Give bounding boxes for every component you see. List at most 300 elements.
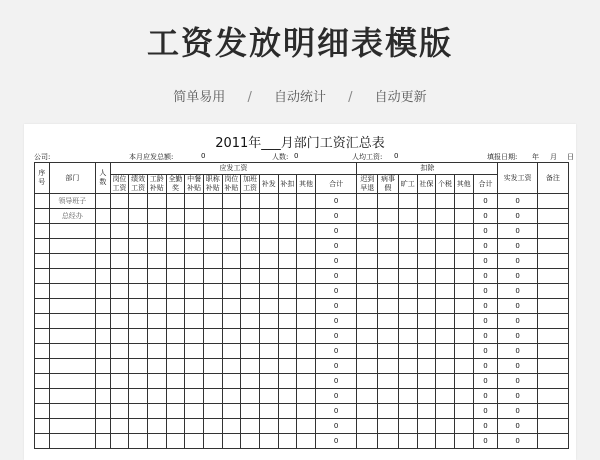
cell-payable[interactable]: [110, 359, 129, 374]
cell-payable[interactable]: [110, 329, 129, 344]
cell-deduct[interactable]: [398, 299, 417, 314]
cell-payable[interactable]: [203, 389, 222, 404]
cell-people[interactable]: [96, 209, 111, 224]
cell-payable[interactable]: [147, 419, 166, 434]
cell-payable[interactable]: [110, 254, 129, 269]
cell-payable[interactable]: [297, 389, 316, 404]
cell-payable[interactable]: [110, 224, 129, 239]
cell-deduct[interactable]: [357, 254, 378, 269]
cell-payable-total[interactable]: 0: [315, 344, 357, 359]
cell-remark[interactable]: [537, 404, 568, 419]
cell-payable[interactable]: [110, 239, 129, 254]
cell-deduct[interactable]: [436, 254, 455, 269]
cell-deduct[interactable]: [378, 389, 399, 404]
cell-deduct[interactable]: [398, 374, 417, 389]
cell-deduct[interactable]: [378, 434, 399, 449]
cell-deduct[interactable]: [378, 224, 399, 239]
cell-payable[interactable]: [147, 329, 166, 344]
cell-deduct-total[interactable]: 0: [473, 389, 498, 404]
cell-deduct[interactable]: [398, 314, 417, 329]
cell-dept[interactable]: [49, 254, 96, 269]
cell-payable-total[interactable]: 0: [315, 374, 357, 389]
cell-payable[interactable]: [110, 299, 129, 314]
cell-payable[interactable]: [185, 299, 204, 314]
cell-deduct[interactable]: [436, 314, 455, 329]
cell-payable[interactable]: [241, 224, 260, 239]
cell-payable[interactable]: [129, 329, 148, 344]
cell-payable[interactable]: [297, 419, 316, 434]
cell-seq[interactable]: [35, 254, 50, 269]
cell-payable[interactable]: [185, 389, 204, 404]
cell-deduct[interactable]: [436, 299, 455, 314]
cell-seq[interactable]: [35, 374, 50, 389]
cell-net[interactable]: 0: [498, 254, 537, 269]
cell-deduct[interactable]: [454, 194, 473, 209]
cell-payable[interactable]: [147, 284, 166, 299]
cell-seq[interactable]: [35, 284, 50, 299]
cell-deduct[interactable]: [398, 254, 417, 269]
cell-dept[interactable]: [49, 434, 96, 449]
cell-deduct[interactable]: [436, 389, 455, 404]
cell-payable[interactable]: [129, 209, 148, 224]
cell-deduct[interactable]: [357, 194, 378, 209]
cell-payable[interactable]: [166, 329, 185, 344]
cell-payable[interactable]: [297, 374, 316, 389]
cell-people[interactable]: [96, 314, 111, 329]
cell-payable[interactable]: [147, 404, 166, 419]
cell-deduct[interactable]: [357, 239, 378, 254]
cell-payable[interactable]: [241, 254, 260, 269]
cell-net[interactable]: 0: [498, 344, 537, 359]
cell-payable[interactable]: [110, 434, 129, 449]
cell-payable[interactable]: [147, 434, 166, 449]
cell-dept[interactable]: [49, 359, 96, 374]
cell-payable[interactable]: [297, 224, 316, 239]
cell-dept[interactable]: [49, 224, 96, 239]
cell-deduct[interactable]: [378, 254, 399, 269]
cell-remark[interactable]: [537, 284, 568, 299]
cell-payable-total[interactable]: 0: [315, 194, 357, 209]
cell-deduct[interactable]: [436, 284, 455, 299]
cell-deduct-total[interactable]: 0: [473, 299, 498, 314]
cell-deduct[interactable]: [417, 374, 436, 389]
cell-payable[interactable]: [166, 284, 185, 299]
cell-net[interactable]: 0: [498, 419, 537, 434]
cell-payable[interactable]: [203, 209, 222, 224]
cell-payable[interactable]: [129, 254, 148, 269]
cell-payable-total[interactable]: 0: [315, 299, 357, 314]
cell-payable[interactable]: [259, 284, 278, 299]
cell-people[interactable]: [96, 389, 111, 404]
cell-people[interactable]: [96, 374, 111, 389]
cell-payable[interactable]: [222, 254, 241, 269]
cell-deduct[interactable]: [398, 434, 417, 449]
cell-payable[interactable]: [129, 389, 148, 404]
cell-payable[interactable]: [259, 194, 278, 209]
cell-payable[interactable]: [259, 389, 278, 404]
cell-payable[interactable]: [185, 404, 204, 419]
cell-payable[interactable]: [222, 329, 241, 344]
cell-remark[interactable]: [537, 299, 568, 314]
cell-deduct-total[interactable]: 0: [473, 419, 498, 434]
cell-deduct-total[interactable]: 0: [473, 314, 498, 329]
cell-payable-total[interactable]: 0: [315, 239, 357, 254]
cell-payable[interactable]: [259, 434, 278, 449]
cell-deduct[interactable]: [436, 419, 455, 434]
cell-deduct[interactable]: [357, 389, 378, 404]
cell-dept[interactable]: [49, 344, 96, 359]
cell-dept[interactable]: [49, 329, 96, 344]
cell-payable-total[interactable]: 0: [315, 224, 357, 239]
cell-payable-total[interactable]: 0: [315, 389, 357, 404]
cell-payable[interactable]: [222, 299, 241, 314]
cell-payable[interactable]: [147, 359, 166, 374]
cell-remark[interactable]: [537, 269, 568, 284]
cell-payable[interactable]: [203, 254, 222, 269]
cell-people[interactable]: [96, 299, 111, 314]
cell-payable[interactable]: [185, 314, 204, 329]
cell-payable[interactable]: [166, 314, 185, 329]
cell-deduct[interactable]: [357, 269, 378, 284]
cell-deduct[interactable]: [417, 404, 436, 419]
cell-remark[interactable]: [537, 419, 568, 434]
cell-payable[interactable]: [222, 374, 241, 389]
cell-deduct[interactable]: [454, 419, 473, 434]
cell-payable[interactable]: [110, 314, 129, 329]
cell-payable[interactable]: [297, 254, 316, 269]
cell-payable[interactable]: [166, 299, 185, 314]
cell-deduct[interactable]: [454, 209, 473, 224]
cell-deduct[interactable]: [378, 239, 399, 254]
cell-deduct[interactable]: [454, 284, 473, 299]
cell-payable[interactable]: [241, 284, 260, 299]
cell-net[interactable]: 0: [498, 434, 537, 449]
cell-deduct[interactable]: [454, 404, 473, 419]
cell-people[interactable]: [96, 329, 111, 344]
cell-payable[interactable]: [241, 269, 260, 284]
cell-payable[interactable]: [259, 239, 278, 254]
cell-payable[interactable]: [259, 209, 278, 224]
cell-deduct[interactable]: [436, 239, 455, 254]
cell-payable[interactable]: [297, 329, 316, 344]
cell-seq[interactable]: [35, 299, 50, 314]
cell-payable-total[interactable]: 0: [315, 209, 357, 224]
cell-dept[interactable]: [49, 419, 96, 434]
cell-payable[interactable]: [259, 224, 278, 239]
cell-payable[interactable]: [222, 284, 241, 299]
cell-payable[interactable]: [129, 344, 148, 359]
cell-deduct-total[interactable]: 0: [473, 194, 498, 209]
cell-net[interactable]: 0: [498, 389, 537, 404]
cell-deduct-total[interactable]: 0: [473, 209, 498, 224]
cell-deduct-total[interactable]: 0: [473, 239, 498, 254]
cell-payable[interactable]: [185, 344, 204, 359]
cell-payable[interactable]: [259, 404, 278, 419]
cell-payable[interactable]: [278, 359, 297, 374]
cell-people[interactable]: [96, 269, 111, 284]
cell-deduct[interactable]: [398, 194, 417, 209]
cell-payable-total[interactable]: 0: [315, 434, 357, 449]
cell-payable[interactable]: [110, 374, 129, 389]
cell-net[interactable]: 0: [498, 194, 537, 209]
cell-remark[interactable]: [537, 389, 568, 404]
cell-deduct[interactable]: [398, 419, 417, 434]
cell-payable-total[interactable]: 0: [315, 269, 357, 284]
cell-dept[interactable]: [49, 239, 96, 254]
cell-deduct[interactable]: [454, 224, 473, 239]
cell-payable[interactable]: [297, 239, 316, 254]
cell-payable[interactable]: [147, 344, 166, 359]
cell-payable[interactable]: [147, 224, 166, 239]
cell-payable[interactable]: [129, 419, 148, 434]
cell-payable[interactable]: [297, 434, 316, 449]
cell-deduct[interactable]: [378, 209, 399, 224]
cell-payable[interactable]: [203, 419, 222, 434]
cell-remark[interactable]: [537, 254, 568, 269]
cell-dept[interactable]: 领导班子: [49, 194, 96, 209]
cell-payable[interactable]: [241, 194, 260, 209]
cell-payable[interactable]: [185, 359, 204, 374]
cell-payable[interactable]: [278, 314, 297, 329]
cell-payable[interactable]: [222, 194, 241, 209]
cell-payable[interactable]: [222, 434, 241, 449]
cell-dept[interactable]: [49, 284, 96, 299]
cell-payable[interactable]: [241, 329, 260, 344]
cell-net[interactable]: 0: [498, 374, 537, 389]
cell-deduct-total[interactable]: 0: [473, 224, 498, 239]
cell-deduct[interactable]: [417, 299, 436, 314]
cell-deduct[interactable]: [417, 284, 436, 299]
cell-deduct[interactable]: [454, 344, 473, 359]
cell-deduct[interactable]: [436, 329, 455, 344]
cell-deduct-total[interactable]: 0: [473, 254, 498, 269]
cell-payable[interactable]: [147, 269, 166, 284]
cell-seq[interactable]: [35, 224, 50, 239]
cell-deduct[interactable]: [454, 359, 473, 374]
cell-payable[interactable]: [278, 239, 297, 254]
cell-net[interactable]: 0: [498, 239, 537, 254]
cell-deduct[interactable]: [417, 344, 436, 359]
cell-payable[interactable]: [203, 434, 222, 449]
cell-payable[interactable]: [241, 359, 260, 374]
cell-deduct[interactable]: [398, 404, 417, 419]
cell-deduct[interactable]: [436, 269, 455, 284]
cell-deduct[interactable]: [398, 209, 417, 224]
cell-payable[interactable]: [166, 194, 185, 209]
cell-remark[interactable]: [537, 374, 568, 389]
cell-payable[interactable]: [241, 209, 260, 224]
cell-deduct[interactable]: [378, 404, 399, 419]
cell-payable[interactable]: [241, 434, 260, 449]
cell-payable[interactable]: [166, 419, 185, 434]
cell-payable[interactable]: [166, 359, 185, 374]
cell-deduct[interactable]: [357, 359, 378, 374]
cell-payable[interactable]: [259, 344, 278, 359]
cell-payable[interactable]: [129, 299, 148, 314]
cell-payable[interactable]: [259, 314, 278, 329]
cell-people[interactable]: [96, 419, 111, 434]
cell-deduct[interactable]: [417, 269, 436, 284]
cell-deduct[interactable]: [454, 314, 473, 329]
cell-payable[interactable]: [185, 419, 204, 434]
cell-payable[interactable]: [259, 329, 278, 344]
cell-deduct[interactable]: [454, 389, 473, 404]
cell-deduct[interactable]: [398, 224, 417, 239]
cell-payable[interactable]: [129, 359, 148, 374]
cell-deduct[interactable]: [378, 284, 399, 299]
cell-deduct[interactable]: [357, 284, 378, 299]
cell-deduct-total[interactable]: 0: [473, 284, 498, 299]
cell-remark[interactable]: [537, 194, 568, 209]
cell-payable[interactable]: [129, 374, 148, 389]
cell-deduct[interactable]: [454, 434, 473, 449]
cell-payable-total[interactable]: 0: [315, 419, 357, 434]
cell-payable[interactable]: [241, 314, 260, 329]
cell-deduct[interactable]: [398, 329, 417, 344]
cell-net[interactable]: 0: [498, 284, 537, 299]
cell-net[interactable]: 0: [498, 209, 537, 224]
cell-payable[interactable]: [203, 314, 222, 329]
cell-payable[interactable]: [185, 284, 204, 299]
cell-payable[interactable]: [203, 329, 222, 344]
cell-deduct[interactable]: [417, 224, 436, 239]
cell-payable[interactable]: [222, 209, 241, 224]
cell-seq[interactable]: [35, 194, 50, 209]
cell-deduct[interactable]: [454, 254, 473, 269]
cell-people[interactable]: [96, 284, 111, 299]
cell-payable[interactable]: [259, 299, 278, 314]
cell-payable[interactable]: [241, 404, 260, 419]
cell-dept[interactable]: [49, 374, 96, 389]
cell-payable[interactable]: [241, 389, 260, 404]
cell-deduct[interactable]: [378, 329, 399, 344]
cell-deduct[interactable]: [357, 374, 378, 389]
cell-payable[interactable]: [147, 254, 166, 269]
cell-payable[interactable]: [222, 419, 241, 434]
cell-payable[interactable]: [222, 344, 241, 359]
cell-people[interactable]: [96, 239, 111, 254]
cell-payable[interactable]: [278, 194, 297, 209]
cell-people[interactable]: [96, 254, 111, 269]
cell-payable[interactable]: [222, 389, 241, 404]
cell-seq[interactable]: [35, 329, 50, 344]
cell-deduct[interactable]: [436, 434, 455, 449]
cell-payable[interactable]: [259, 419, 278, 434]
cell-deduct-total[interactable]: 0: [473, 269, 498, 284]
cell-deduct[interactable]: [357, 314, 378, 329]
cell-payable[interactable]: [259, 359, 278, 374]
cell-payable[interactable]: [147, 194, 166, 209]
cell-deduct[interactable]: [398, 359, 417, 374]
cell-payable[interactable]: [166, 254, 185, 269]
cell-payable-total[interactable]: 0: [315, 329, 357, 344]
cell-payable[interactable]: [166, 209, 185, 224]
cell-payable[interactable]: [166, 404, 185, 419]
cell-payable[interactable]: [185, 209, 204, 224]
cell-payable-total[interactable]: 0: [315, 284, 357, 299]
cell-seq[interactable]: [35, 434, 50, 449]
cell-deduct-total[interactable]: 0: [473, 434, 498, 449]
cell-deduct-total[interactable]: 0: [473, 374, 498, 389]
cell-payable[interactable]: [166, 224, 185, 239]
cell-payable[interactable]: [278, 419, 297, 434]
cell-payable[interactable]: [185, 329, 204, 344]
cell-deduct[interactable]: [398, 389, 417, 404]
cell-payable[interactable]: [185, 434, 204, 449]
cell-payable[interactable]: [110, 389, 129, 404]
cell-dept[interactable]: [49, 314, 96, 329]
cell-net[interactable]: 0: [498, 299, 537, 314]
cell-people[interactable]: [96, 434, 111, 449]
cell-payable[interactable]: [297, 314, 316, 329]
cell-payable[interactable]: [147, 314, 166, 329]
cell-dept[interactable]: 总经办: [49, 209, 96, 224]
cell-deduct[interactable]: [454, 374, 473, 389]
cell-payable[interactable]: [297, 209, 316, 224]
cell-deduct[interactable]: [378, 299, 399, 314]
cell-payable[interactable]: [259, 254, 278, 269]
cell-deduct-total[interactable]: 0: [473, 344, 498, 359]
cell-payable-total[interactable]: 0: [315, 404, 357, 419]
cell-deduct[interactable]: [357, 299, 378, 314]
cell-payable[interactable]: [222, 224, 241, 239]
cell-payable[interactable]: [222, 404, 241, 419]
cell-payable[interactable]: [259, 269, 278, 284]
cell-deduct[interactable]: [398, 239, 417, 254]
cell-deduct[interactable]: [436, 209, 455, 224]
cell-people[interactable]: [96, 344, 111, 359]
cell-payable[interactable]: [129, 404, 148, 419]
cell-deduct-total[interactable]: 0: [473, 404, 498, 419]
cell-deduct[interactable]: [357, 329, 378, 344]
cell-seq[interactable]: [35, 239, 50, 254]
cell-payable[interactable]: [129, 239, 148, 254]
cell-payable-total[interactable]: 0: [315, 254, 357, 269]
cell-deduct-total[interactable]: 0: [473, 329, 498, 344]
cell-payable[interactable]: [166, 269, 185, 284]
cell-payable[interactable]: [278, 224, 297, 239]
cell-deduct[interactable]: [398, 344, 417, 359]
cell-payable[interactable]: [185, 224, 204, 239]
cell-payable[interactable]: [110, 209, 129, 224]
cell-payable[interactable]: [297, 194, 316, 209]
cell-net[interactable]: 0: [498, 269, 537, 284]
cell-payable[interactable]: [203, 224, 222, 239]
cell-payable[interactable]: [185, 194, 204, 209]
cell-deduct[interactable]: [357, 344, 378, 359]
cell-payable[interactable]: [147, 389, 166, 404]
cell-people[interactable]: [96, 404, 111, 419]
cell-net[interactable]: 0: [498, 224, 537, 239]
cell-payable[interactable]: [222, 314, 241, 329]
cell-payable[interactable]: [129, 314, 148, 329]
cell-deduct[interactable]: [398, 269, 417, 284]
cell-payable-total[interactable]: 0: [315, 314, 357, 329]
cell-deduct[interactable]: [357, 404, 378, 419]
cell-payable[interactable]: [147, 374, 166, 389]
cell-deduct-total[interactable]: 0: [473, 359, 498, 374]
cell-payable[interactable]: [278, 374, 297, 389]
cell-payable[interactable]: [297, 404, 316, 419]
cell-payable[interactable]: [278, 269, 297, 284]
cell-remark[interactable]: [537, 344, 568, 359]
cell-deduct[interactable]: [454, 329, 473, 344]
cell-payable[interactable]: [203, 344, 222, 359]
cell-remark[interactable]: [537, 314, 568, 329]
cell-seq[interactable]: [35, 359, 50, 374]
cell-payable[interactable]: [147, 299, 166, 314]
cell-payable[interactable]: [203, 269, 222, 284]
